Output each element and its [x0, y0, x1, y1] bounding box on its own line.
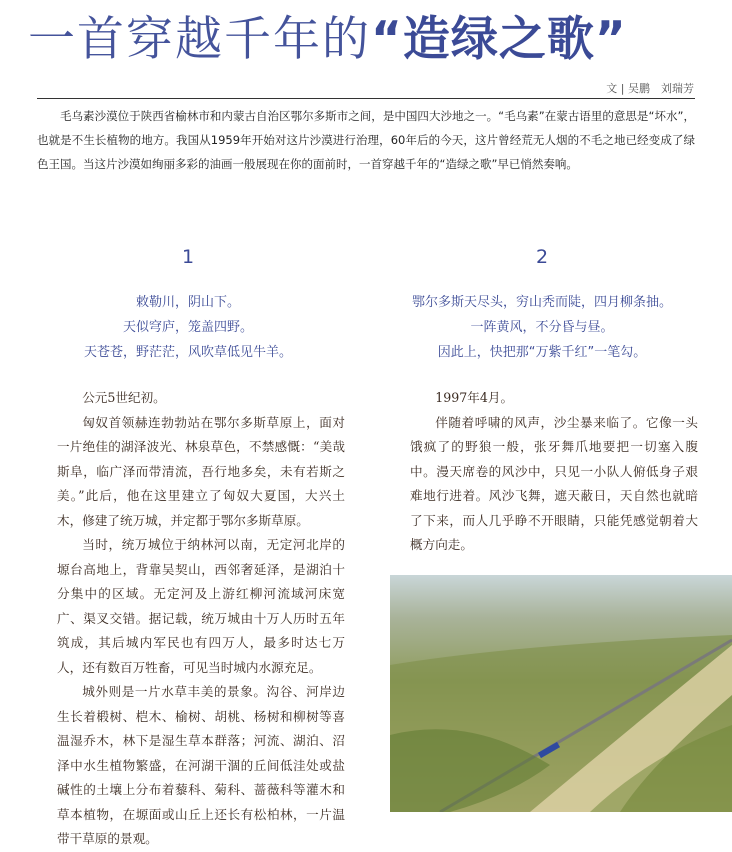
title-bold: “造绿之歌”	[371, 12, 627, 67]
desert-greening-photo	[390, 575, 732, 812]
divider	[37, 98, 695, 99]
page-title	[28, 2, 627, 69]
poem-line: 天似穹庐，笼盖四野。	[122, 320, 253, 335]
paragraph: 城外则是一片水草丰美的景象。沟谷、河岸边生长着椴树、桤木、榆树、胡桃、杨树和柳树等喜温湿乔木，林下是湿生草本群落；河流、湖泊、沼泽中水生植物繁盛，在河湖干涸的丘间低洼处或盐碱性的土壤上分布着藜科、菊科、蔷薇科等灌木和草本植物，在塬面或山丘上还长有松柏林，一片温带干草原的景观。	[57, 684, 345, 846]
column-1	[57, 386, 345, 852]
paragraph: 当时，统万城位于纳林河以南，无定河北岸的塬台高地上，背靠吴契山，西邻奢延泽，是湖泊十分集中的区域。无定河及上游红柳河流域河床宽广、渠叉交错。据记载，统万城由十万人历时五年筑成，其后城内军民也有四万人，最多时达七万人，还有数百万牲畜，可见当时城内水源充足。	[57, 537, 345, 675]
poem-line: 天苍苍，野茫茫，风吹草低见牛羊。	[83, 345, 292, 360]
poem-1	[18, 290, 358, 365]
section-number-2: 2	[535, 246, 549, 268]
poem-line: 一阵黄风，不分昏与昼。	[470, 320, 614, 335]
poem-line: 因此上，快把那“万紫千红”一笔勾。	[437, 345, 647, 360]
title-light: 一首穿越千年的	[28, 12, 371, 67]
column-2	[410, 386, 698, 558]
byline: 文 | 吴鹏 刘瑞芳	[606, 82, 694, 95]
paragraph: 匈奴首领赫连勃勃站在鄂尔多斯草原上，面对一片绝佳的湖泽波光、林泉草色，不禁感慨：“美哉斯阜，临广泽而带清流，吾行地多矣，未有若斯之美。”此后，他在这里建立了匈奴大夏国，大兴土木，修建了统万城，并定都于鄂尔多斯草原。	[57, 414, 345, 528]
paragraph: 1997年4月。	[435, 390, 514, 405]
intro-paragraph: 毛乌素沙漠位于陕西省榆林市和内蒙古自治区鄂尔多斯市之间，是中国四大沙地之一。“毛乌素”在蒙古语里的意思是“坏水”，也就是不生长植物的地方。我国从1959年开始对这片沙漠进行治理，60年后的今天，这片曾经荒无人烟的不毛之地已经变成了绿色王国。当这片沙漠如绚丽多彩的油画一般展现在你的面前时，一首穿越千年的“造绿之歌”早已悄然奏响。	[37, 109, 695, 171]
section-number-1: 1	[181, 246, 195, 268]
paragraph: 公元5世纪初。	[82, 390, 166, 405]
paragraph: 伴随着呼啸的风声，沙尘暴来临了。它像一头饿疯了的野狼一般，张牙舞爪地要把一切塞入腹中。漫天席卷的风沙中，只见一小队人俯低身子艰难地行进着。风沙飞舞，遮天蔽日，天自然也就暗了下来，而人几乎睁不开眼睛，只能凭感觉朝着大概方向走。	[410, 414, 698, 552]
poem-2	[372, 290, 712, 365]
poem-line: 鄂尔多斯天尽头，穷山秃而陡，四月柳条抽。	[411, 295, 672, 310]
poem-line: 敕勒川，阴山下。	[135, 295, 240, 310]
